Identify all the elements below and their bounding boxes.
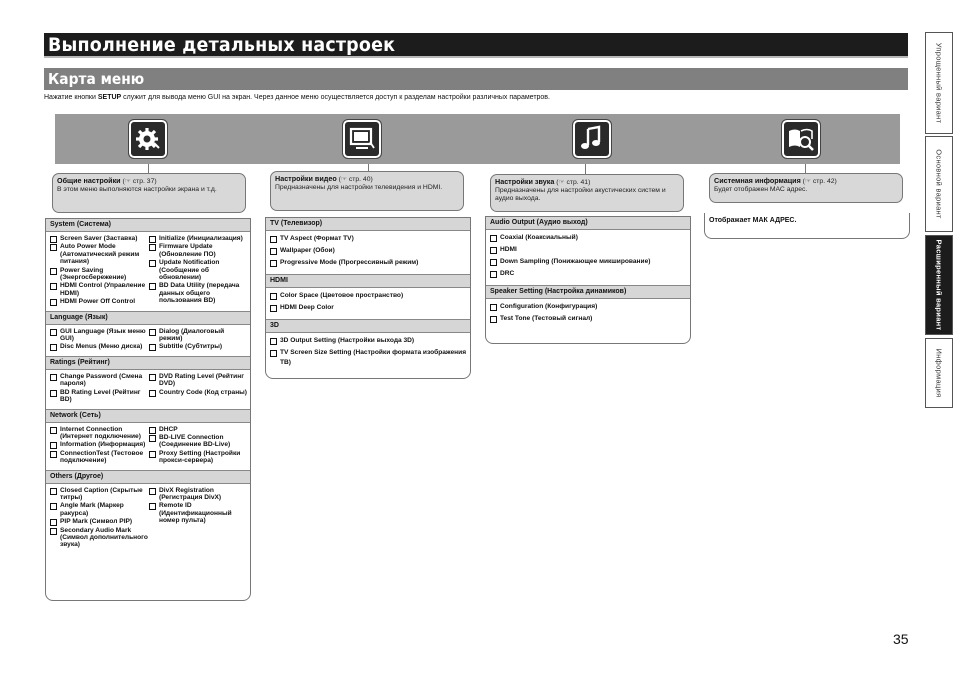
general-settings-panel [45, 218, 251, 601]
video-section-items [266, 333, 470, 374]
system-info-ref[interactable]: (☞ стр. 42) [800, 178, 837, 185]
tab-info[interactable] [925, 338, 953, 408]
general-settings-title: Общие настройки [57, 176, 121, 185]
menu-item: Information (Информация) [49, 441, 148, 448]
menu-item: Change Password (Смена пароля) [49, 373, 148, 388]
intro-after: служит для вывода меню GUI на экран. Через данное меню осуществляется доступ к разделам настройки различных параметров. [121, 94, 550, 101]
general-section-items [46, 370, 250, 409]
menu-item: BD-LIVE Connection (Соединение BD-Live) [148, 434, 247, 449]
audio-settings-desc: Предназначены для настройки акустических систем и аудио выхода. [495, 187, 666, 202]
video-section-items [266, 288, 470, 319]
system-info-card [709, 173, 903, 203]
audio-section-items [486, 230, 690, 285]
menu-item: DRC [489, 269, 687, 279]
tab-info-label: Информация [934, 348, 944, 398]
menu-item: TV Screen Size Setting (Настройки формата изображения ТВ) [269, 348, 467, 368]
book-magnifier-icon [782, 120, 820, 158]
general-section-items [46, 484, 250, 554]
video-section-header: 3D [266, 319, 470, 333]
menu-item: Firmware Update (Обновление ПО) [148, 243, 247, 258]
section-title: Карта меню [48, 70, 145, 88]
video-settings-ref[interactable]: (☞ стр. 40) [336, 176, 373, 183]
general-section-items [46, 325, 250, 356]
menu-item: Secondary Audio Mark (Символ дополнительного звука) [49, 527, 148, 549]
menu-item: DHCP [148, 426, 247, 433]
audio-section-header: Audio Output (Аудио выход) [486, 217, 690, 230]
system-info-text: Отображает МАК АДРЕС. [709, 217, 797, 224]
menu-item: BD Data Utility (передача данных общего пользования BD) [148, 282, 247, 304]
page-title-bar [44, 33, 908, 58]
intro-before: Нажатие кнопки [44, 94, 98, 101]
video-section-header: HDMI [266, 274, 470, 288]
video-settings-title: Настройки видео [275, 174, 337, 183]
menu-item: Color Space (Цветовое пространство) [269, 291, 467, 301]
tab-simple[interactable] [925, 32, 953, 134]
video-section-items [266, 231, 470, 274]
intro-text [44, 94, 550, 101]
menu-item: HDMI Deep Color [269, 303, 467, 313]
menu-item: DivX Registration (Регистрация DivX) [148, 487, 247, 502]
tab-basic[interactable] [925, 136, 953, 232]
intro-key: SETUP [97, 94, 122, 101]
video-settings-panel [265, 217, 471, 379]
general-section-header: Ratings (Рейтинг) [46, 356, 250, 370]
video-section-header: TV (Телевизор) [266, 218, 470, 231]
menu-item: ConnectionTest (Тестовое подключение) [49, 450, 148, 465]
audio-settings-card [490, 174, 684, 212]
menu-item: Coaxial (Коаксиальный) [489, 233, 687, 243]
system-info-panel [704, 213, 910, 239]
audio-section-header: Speaker Setting (Настройка динамиков) [486, 285, 690, 299]
tab-advanced-label: Расширенный вариант [934, 239, 944, 331]
menu-item: Auto Power Mode (Автоматический режим питания) [49, 243, 148, 265]
menu-item: TV Aspect (Формат TV) [269, 234, 467, 244]
audio-settings-title: Настройки звука [495, 177, 555, 186]
general-section-header: Network (Сеть) [46, 409, 250, 423]
menu-item: PIP Mark (Символ PIP) [49, 518, 148, 525]
menu-item: BD Rating Level (Рейтинг BD) [49, 389, 148, 404]
menu-item: Proxy Setting (Настройки прокси-сервера) [148, 450, 247, 465]
menu-item: Subtitle (Субтитры) [148, 343, 247, 350]
menu-item: Closed Caption (Скрытые титры) [49, 487, 148, 502]
menu-item: Remote ID (Идентификационный номер пульта) [148, 502, 247, 524]
menu-item: Disc Menus (Меню диска) [49, 343, 148, 350]
gear-icon [129, 120, 167, 158]
menu-item: Power Saving (Энергосбережение) [49, 267, 148, 282]
general-section-header: Others (Другое) [46, 470, 250, 484]
menu-item: Angle Mark (Маркер ракурса) [49, 502, 148, 517]
menu-item: Update Notification (Сообщение об обновлении) [148, 259, 247, 281]
general-settings-ref[interactable]: (☞ стр. 37) [120, 178, 157, 185]
menu-item: 3D Output Setting (Настройки выхода 3D) [269, 336, 467, 346]
menu-item: Country Code (Код страны) [148, 389, 247, 396]
general-settings-card [52, 173, 246, 213]
system-info-desc: Будет отображен МАС адрес. [714, 186, 808, 193]
general-section-header: Language (Язык) [46, 311, 250, 325]
menu-item: Wallpaper (Обои) [269, 246, 467, 256]
tab-advanced[interactable] [925, 235, 953, 335]
page-number: 35 [893, 631, 909, 647]
general-section-items [46, 423, 250, 470]
icon-band [55, 114, 900, 164]
menu-item: HDMI Control (Управление HDMI) [49, 282, 148, 297]
music-note-icon [573, 120, 611, 158]
menu-item: Internet Connection (Интернет подключение) [49, 426, 148, 441]
audio-settings-ref[interactable]: (☞ стр. 41) [554, 179, 591, 186]
menu-item: Dialog (Диалоговый режим) [148, 328, 247, 343]
menu-item: GUI Language (Язык меню GUI) [49, 328, 148, 343]
page-title: Выполнение детальных настроек [48, 34, 396, 56]
tv-icon [343, 120, 381, 158]
system-info-title: Системная информация [714, 176, 801, 185]
menu-item: HDMI Power Off Control [49, 298, 148, 305]
tab-basic-label: Основной вариант [934, 149, 944, 219]
video-settings-card [270, 171, 464, 211]
general-section-items [46, 232, 250, 311]
audio-settings-panel [485, 216, 691, 344]
menu-item: Down Sampling (Понижающее микширование) [489, 257, 687, 267]
audio-section-items [486, 299, 690, 330]
general-settings-desc: В этом меню выполняются настройки экрана и т.д. [57, 186, 217, 193]
video-settings-desc: Предназначены для настройки телевидения и HDMI. [275, 184, 443, 191]
menu-item: Progressive Mode (Прогрессивный режим) [269, 258, 467, 268]
general-section-header: System (Система) [46, 219, 250, 232]
menu-item: Test Tone (Тестовый сигнал) [489, 314, 687, 324]
menu-item: Screen Saver (Заставка) [49, 235, 148, 242]
menu-item: Initialize (Инициализация) [148, 235, 247, 242]
section-title-bar [44, 68, 908, 90]
tab-simple-label: Упрощенный вариант [934, 42, 944, 124]
menu-item: Configuration (Конфигурация) [489, 302, 687, 312]
menu-item: HDMI [489, 245, 687, 255]
menu-item: DVD Rating Level (Рейтинг DVD) [148, 373, 247, 388]
